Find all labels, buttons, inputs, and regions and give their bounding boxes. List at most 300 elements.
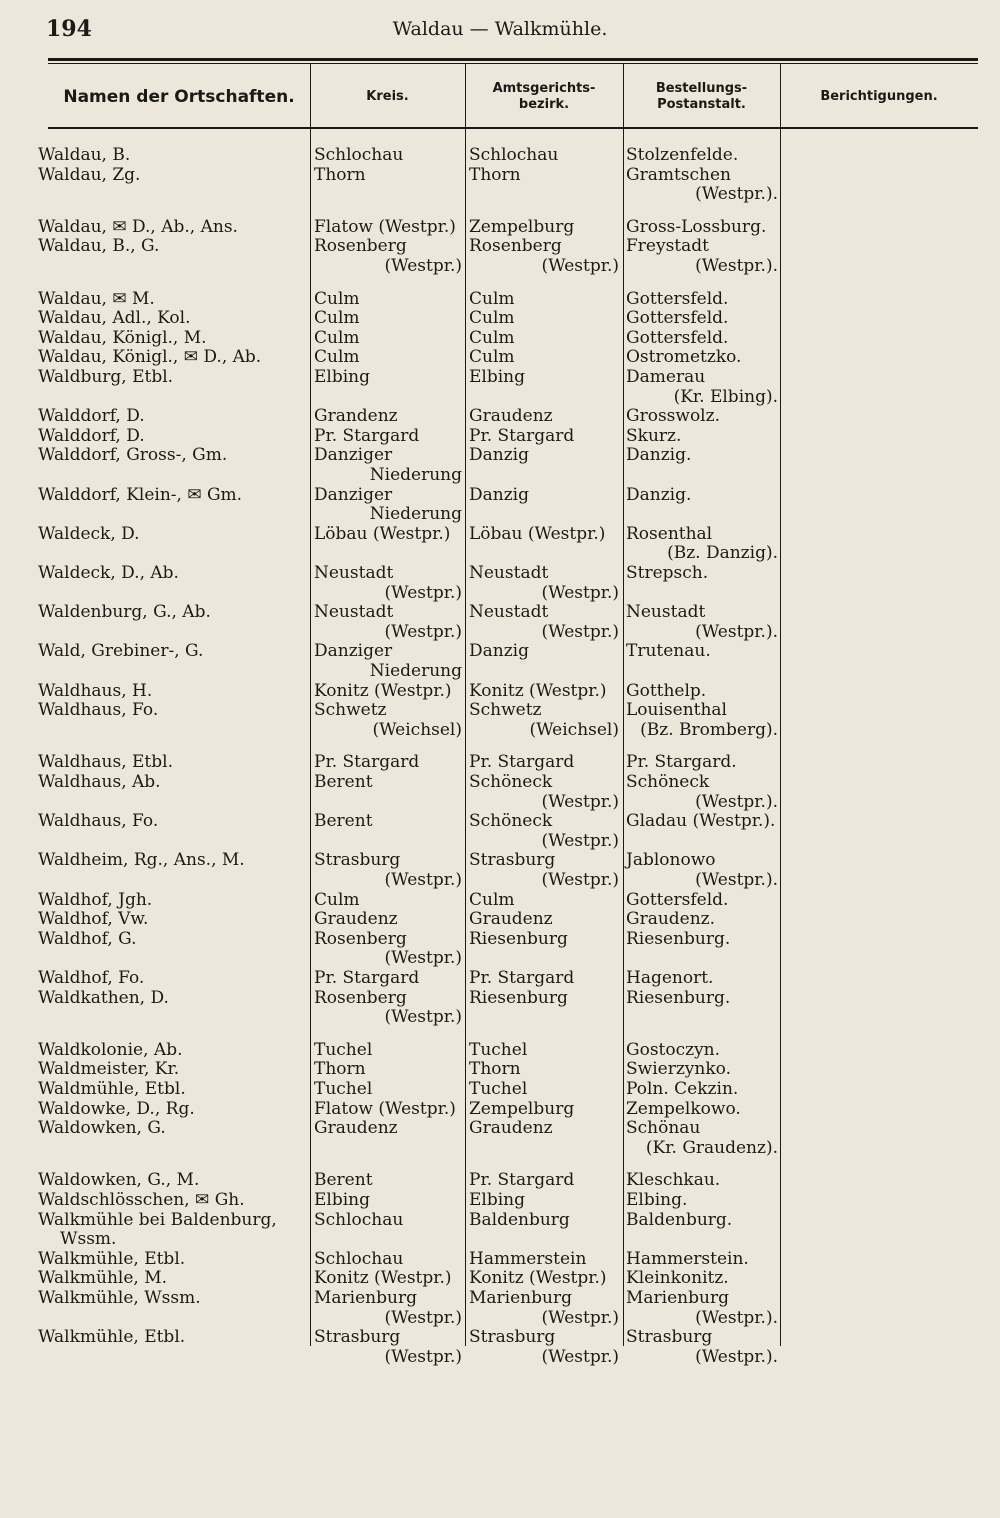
postanstalt-cell-line: Neustadt — [626, 602, 706, 623]
amtsgericht-cell — [469, 1289, 619, 1328]
postanstalt-cell — [626, 603, 778, 642]
postanstalt-cell — [626, 910, 778, 930]
postanstalt-cell — [626, 851, 778, 890]
amtsgericht-cell-line: Hammerstein — [469, 1248, 587, 1269]
amtsgericht-cell-line: Pr. Stargard — [469, 425, 575, 446]
amtsgericht-cell-line: Rosenberg — [469, 236, 562, 257]
place-name — [38, 146, 308, 166]
amtsgericht-cell-line: Zempelburg — [469, 216, 575, 237]
kreis-cell-line: Niederung — [369, 464, 462, 485]
place-name — [38, 603, 308, 623]
kreis-cell-line: Graudenz — [314, 909, 398, 930]
postanstalt-cell — [626, 701, 778, 740]
amtsgericht-cell — [469, 166, 619, 186]
amtsgericht-cell — [469, 1171, 619, 1191]
postanstalt-cell-line: Kleschkau. — [626, 1170, 721, 1191]
amtsgericht-cell-line: Schwetz — [469, 700, 542, 721]
kreis-cell-line: Danziger — [314, 445, 393, 466]
postanstalt-cell — [626, 1119, 778, 1158]
place-name-line: Waldau, ✉ D., Ab., Ans. — [38, 216, 238, 237]
postanstalt-cell — [626, 329, 778, 349]
amtsgericht-cell — [469, 642, 619, 662]
postanstalt-cell-line: Gostoczyn. — [626, 1039, 721, 1060]
postanstalt-cell-line: Trutenau. — [626, 641, 711, 662]
amtsgericht-cell-line: Culm — [469, 327, 515, 348]
kreis-cell-line: Neustadt — [314, 563, 394, 583]
postanstalt-cell-line: Strepsch. — [626, 563, 709, 583]
postanstalt-cell — [626, 309, 778, 329]
place-name — [38, 642, 308, 662]
postanstalt-cell — [626, 1191, 778, 1211]
amtsgericht-cell — [469, 1100, 619, 1120]
amtsgericht-cell — [469, 812, 619, 851]
amtsgericht-cell — [469, 427, 619, 447]
postanstalt-cell-line: Poln. Cekzin. — [626, 1079, 739, 1099]
place-name-line: Waldburg, Etbl. — [38, 367, 174, 387]
kreis-cell-line: Flatow (Westpr.) — [314, 216, 456, 237]
kreis-cell — [314, 564, 462, 603]
amtsgericht-cell-line: Schöneck — [469, 772, 553, 792]
place-name — [38, 446, 308, 466]
amtsgericht-cell-line: (Westpr.) — [541, 621, 619, 642]
postanstalt-cell-line: Hammerstein. — [626, 1248, 749, 1269]
kreis-cell-line: Elbing — [314, 1190, 370, 1210]
place-name-line: Waldau, ✉ M. — [38, 288, 155, 309]
place-name — [38, 1080, 308, 1100]
place-name-line: Waldau, Zg. — [38, 164, 141, 185]
place-name-line: Waldhof, G. — [38, 928, 137, 949]
postanstalt-cell — [626, 237, 778, 276]
postanstalt-cell — [626, 1080, 778, 1100]
kreis-cell-line: Berent — [314, 772, 373, 792]
postanstalt-cell-line: Gotthelp. — [626, 680, 707, 701]
amtsgericht-cell-line: Graudenz — [469, 406, 553, 427]
place-name — [38, 1060, 308, 1080]
postanstalt-cell-line: Skurz. — [626, 425, 682, 446]
amtsgericht-cell-line: (Westpr.) — [541, 255, 619, 276]
place-name-line: Walkmühle, Etbl. — [38, 1327, 186, 1348]
kreis-cell-line: Schlochau — [314, 145, 404, 165]
place-name — [38, 1250, 308, 1270]
place-name-line: Waldkolonie, Ab. — [38, 1039, 183, 1060]
kreis-cell-line: Konitz (Westpr.) — [314, 1268, 452, 1289]
postanstalt-cell-line: Gottersfeld. — [626, 308, 729, 329]
postanstalt-cell-line: Freystadt — [626, 236, 709, 257]
kreis-cell — [314, 930, 462, 969]
kreis-cell — [314, 309, 462, 329]
amtsgericht-cell — [469, 1060, 619, 1080]
amtsgericht-cell-line: Strasburg — [469, 1327, 556, 1348]
column-divider — [310, 64, 311, 1346]
postanstalt-cell-line: Rosenthal — [626, 523, 713, 544]
postanstalt-cell — [626, 348, 778, 368]
place-name — [38, 891, 308, 911]
kreis-cell-line: Schwetz — [314, 700, 387, 721]
kreis-cell-line: Pr. Stargard — [314, 968, 420, 988]
kreis-cell-line: Strasburg — [314, 1327, 401, 1348]
postanstalt-cell — [626, 146, 778, 166]
kreis-cell-line: Schlochau — [314, 1248, 404, 1269]
place-name — [38, 348, 308, 368]
kreis-cell — [314, 368, 462, 388]
place-name — [38, 290, 308, 310]
postanstalt-cell-line: Baldenburg. — [626, 1209, 733, 1230]
amtsgericht-cell-line: Culm — [469, 889, 515, 910]
postanstalt-cell — [626, 1289, 778, 1328]
place-name-line: Walkmühle bei Baldenburg, — [38, 1209, 277, 1230]
kreis-cell-line: Löbau (Westpr.) — [314, 523, 451, 544]
place-name — [38, 1191, 308, 1211]
kreis-cell-line: Rosenberg — [314, 928, 407, 949]
place-name-line: Wssm. — [60, 1229, 117, 1250]
postanstalt-cell-line: Riesenburg. — [626, 928, 731, 949]
postanstalt-cell-line: Pr. Stargard. — [626, 752, 737, 773]
postanstalt-cell-line: (Westpr.). — [695, 184, 778, 205]
kreis-cell-line: Schlochau — [314, 1209, 404, 1230]
kreis-cell — [314, 446, 462, 485]
postanstalt-cell-line: (Westpr.). — [695, 869, 778, 890]
amtsgericht-cell-line: (Westpr.) — [541, 1307, 619, 1328]
postanstalt-cell-line: Louisenthal — [626, 700, 727, 721]
kreis-cell-line: (Weichsel) — [372, 719, 462, 740]
place-name — [38, 910, 308, 930]
kreis-cell — [314, 486, 462, 525]
amtsgericht-cell-line: (Westpr.) — [541, 791, 619, 812]
header-postanstalt: Bestellungs- Postanstalt. — [655, 81, 748, 112]
amtsgericht-cell-line: Elbing — [469, 1190, 525, 1210]
place-name-line: Walkmühle, Etbl. — [38, 1248, 186, 1269]
place-name — [38, 564, 308, 584]
place-name-line: Waldau, Adl., Kol. — [38, 308, 191, 329]
kreis-cell — [314, 407, 462, 427]
postanstalt-cell — [626, 525, 778, 564]
kreis-cell-line: Pr. Stargard — [314, 425, 420, 446]
place-name-line: Waldhaus, Fo. — [38, 700, 159, 721]
place-name-line: Walddorf, D. — [38, 425, 145, 446]
postanstalt-cell-line: Marienburg — [626, 1288, 729, 1308]
postanstalt-cell — [626, 812, 778, 832]
kreis-cell-line: (Westpr.) — [384, 582, 462, 603]
postanstalt-cell-line: Gottersfeld. — [626, 327, 729, 348]
amtsgericht-cell-line: Danzig — [469, 641, 529, 662]
kreis-cell — [314, 682, 462, 702]
kreis-cell-line: Culm — [314, 327, 360, 348]
kreis-cell-line: Culm — [314, 889, 360, 910]
amtsgericht-cell-line: (Westpr.) — [541, 1346, 619, 1367]
amtsgericht-cell — [469, 989, 619, 1009]
page-number: 194 — [46, 16, 92, 42]
kreis-cell — [314, 1171, 462, 1191]
postanstalt-cell — [626, 427, 778, 447]
kreis-cell — [314, 166, 462, 186]
place-name — [38, 1328, 308, 1348]
kreis-cell-line: (Westpr.) — [384, 1307, 462, 1328]
header-name: Namen der Ortschaften. — [63, 86, 295, 107]
kreis-cell — [314, 1328, 462, 1367]
place-name — [38, 1100, 308, 1120]
kreis-cell — [314, 525, 462, 545]
place-name — [38, 407, 308, 427]
postanstalt-cell — [626, 682, 778, 702]
amtsgericht-cell-line: (Westpr.) — [541, 830, 619, 851]
amtsgericht-cell — [469, 1191, 619, 1211]
amtsgericht-cell-line: Thorn — [469, 1059, 521, 1080]
amtsgericht-cell-line: Graudenz — [469, 909, 553, 930]
kreis-cell-line: Thorn — [314, 164, 366, 185]
place-name — [38, 969, 308, 989]
header-berichtigungen: Berichtigungen. — [820, 89, 938, 105]
place-name-line: Waldau, Königl., M. — [38, 327, 207, 348]
postanstalt-cell-line: (Westpr.). — [695, 1346, 778, 1367]
kreis-cell-line: Rosenberg — [314, 236, 407, 257]
postanstalt-cell-line: (Bz. Bromberg). — [640, 719, 778, 740]
postanstalt-cell-line: Danzig. — [626, 445, 692, 466]
postanstalt-cell — [626, 969, 778, 989]
kreis-cell-line: Marienburg — [314, 1288, 417, 1308]
kreis-cell-line: Flatow (Westpr.) — [314, 1098, 456, 1119]
postanstalt-cell-line: Elbing. — [626, 1190, 688, 1210]
postanstalt-cell — [626, 989, 778, 1009]
place-name-line: Waldhof, Vw. — [38, 909, 149, 930]
amtsgericht-cell-line: Danzig — [469, 445, 529, 466]
place-name — [38, 166, 308, 186]
postanstalt-cell-line: Gross-Lossburg. — [626, 216, 767, 237]
amtsgericht-cell — [469, 146, 619, 166]
place-name — [38, 989, 308, 1009]
kreis-cell — [314, 1041, 462, 1061]
postanstalt-cell-line: Zempelkowo. — [626, 1098, 741, 1119]
postanstalt-cell-line: Grosswolz. — [626, 406, 720, 427]
postanstalt-cell-line: Damerau — [626, 367, 706, 387]
postanstalt-cell — [626, 218, 778, 238]
kreis-cell-line: Tuchel — [314, 1079, 373, 1099]
amtsgericht-cell — [469, 446, 619, 466]
kreis-cell-line: Thorn — [314, 1059, 366, 1080]
kreis-cell — [314, 1191, 462, 1211]
kreis-cell — [314, 1119, 462, 1139]
kreis-cell-line: (Westpr.) — [384, 1007, 462, 1028]
postanstalt-cell-line: Swierzynko. — [626, 1059, 731, 1080]
amtsgericht-cell — [469, 1328, 619, 1367]
kreis-cell — [314, 1211, 462, 1231]
amtsgericht-cell — [469, 218, 619, 238]
place-name-line: Waldhaus, Fo. — [38, 811, 159, 832]
place-name-line: Waldschlösschen, ✉ Gh. — [38, 1190, 245, 1210]
place-name-line: Waldmeister, Kr. — [38, 1059, 180, 1080]
kreis-cell-line: Danziger — [314, 484, 393, 505]
place-name — [38, 812, 308, 832]
place-name — [38, 309, 308, 329]
kreis-cell — [314, 427, 462, 447]
amtsgericht-cell — [469, 930, 619, 950]
kreis-cell-line: Niederung — [369, 660, 462, 681]
kreis-cell — [314, 348, 462, 368]
kreis-cell-line: (Westpr.) — [384, 621, 462, 642]
amtsgericht-cell — [469, 525, 619, 545]
kreis-cell-line: Graudenz — [314, 1118, 398, 1139]
postanstalt-cell-line: (Westpr.). — [695, 621, 778, 642]
amtsgericht-cell-line: (Westpr.) — [541, 869, 619, 890]
place-name-line: Waldhof, Jgh. — [38, 889, 153, 910]
kreis-cell — [314, 891, 462, 911]
postanstalt-cell-line: (Westpr.). — [695, 791, 778, 812]
postanstalt-cell — [626, 1171, 778, 1191]
amtsgericht-cell — [469, 753, 619, 773]
kreis-cell — [314, 603, 462, 642]
top-rule — [48, 58, 978, 61]
place-name — [38, 1171, 308, 1191]
kreis-cell-line: Berent — [314, 1170, 373, 1191]
postanstalt-cell-line: Stolzenfelde. — [626, 145, 739, 165]
amtsgericht-cell-line: Danzig — [469, 484, 529, 505]
postanstalt-cell-line: Schönau — [626, 1118, 701, 1139]
postanstalt-cell-line: Gottersfeld. — [626, 889, 729, 910]
amtsgericht-cell — [469, 407, 619, 427]
amtsgericht-cell — [469, 329, 619, 349]
kreis-cell — [314, 1250, 462, 1270]
amtsgericht-cell-line: Zempelburg — [469, 1098, 575, 1119]
amtsgericht-cell-line: Riesenburg — [469, 928, 568, 949]
kreis-cell-line: Danziger — [314, 641, 393, 662]
place-name-line: Walddorf, Klein-, ✉ Gm. — [38, 484, 243, 505]
amtsgericht-cell-line: Pr. Stargard — [469, 1170, 575, 1191]
postanstalt-cell-line: Gottersfeld. — [626, 288, 729, 309]
place-name-line: Waldhaus, Etbl. — [38, 752, 173, 773]
place-name — [38, 237, 308, 257]
kreis-cell-line: Neustadt — [314, 602, 394, 623]
postanstalt-cell — [626, 1250, 778, 1270]
kreis-cell-line: Elbing — [314, 367, 370, 387]
kreis-cell — [314, 329, 462, 349]
kreis-cell — [314, 851, 462, 890]
kreis-cell — [314, 218, 462, 238]
postanstalt-cell — [626, 1041, 778, 1061]
amtsgericht-cell — [469, 969, 619, 989]
place-name-line: Waldowken, G., M. — [38, 1170, 200, 1191]
page-title: Waldau — Walkmühle. — [392, 18, 608, 40]
amtsgericht-cell — [469, 348, 619, 368]
place-name — [38, 773, 308, 793]
amtsgericht-cell-line: Tuchel — [469, 1039, 528, 1060]
amtsgericht-cell — [469, 603, 619, 642]
postanstalt-cell — [626, 290, 778, 310]
amtsgericht-cell-line: Culm — [469, 288, 515, 309]
place-name — [38, 486, 308, 506]
kreis-cell-line: Niederung — [369, 504, 462, 525]
amtsgericht-cell — [469, 368, 619, 388]
place-name-line: Waldowke, D., Rg. — [38, 1098, 195, 1119]
kreis-cell-line: Tuchel — [314, 1039, 373, 1060]
place-name — [38, 701, 308, 721]
kreis-cell — [314, 1060, 462, 1080]
postanstalt-cell — [626, 564, 778, 584]
place-name-line: Walkmühle, Wssm. — [38, 1288, 201, 1308]
kreis-cell-line: (Westpr.) — [384, 948, 462, 969]
amtsgericht-cell-line: Riesenburg — [469, 987, 568, 1008]
amtsgericht-cell-line: Konitz (Westpr.) — [469, 1268, 607, 1289]
place-name — [38, 1041, 308, 1061]
amtsgericht-cell — [469, 891, 619, 911]
postanstalt-cell — [626, 1269, 778, 1289]
kreis-cell — [314, 146, 462, 166]
amtsgericht-cell — [469, 1211, 619, 1231]
amtsgericht-cell — [469, 1269, 619, 1289]
postanstalt-cell — [626, 407, 778, 427]
postanstalt-cell-line: (Bz. Danzig). — [667, 543, 778, 564]
kreis-cell-line: Culm — [314, 288, 360, 309]
place-name-line: Waldhaus, Ab. — [38, 772, 161, 792]
postanstalt-cell — [626, 891, 778, 911]
postanstalt-cell-line: Riesenburg. — [626, 987, 731, 1008]
place-name-line: Waldeck, D., Ab. — [38, 563, 179, 583]
postanstalt-cell-line: (Kr. Graudenz). — [645, 1137, 778, 1158]
postanstalt-cell — [626, 1328, 778, 1367]
postanstalt-cell-line: Gramtschen — [626, 164, 731, 185]
place-name-line: Walddorf, Gross-, Gm. — [38, 445, 228, 466]
amtsgericht-cell-line: Neustadt — [469, 563, 549, 583]
place-name — [38, 930, 308, 950]
place-name-line: Waldau, B. — [38, 145, 131, 165]
header-rule — [48, 127, 978, 129]
kreis-cell — [314, 910, 462, 930]
amtsgericht-cell — [469, 309, 619, 329]
postanstalt-cell — [626, 486, 778, 506]
postanstalt-cell-line: Danzig. — [626, 484, 692, 505]
place-name-line: Waldheim, Rg., Ans., M. — [38, 850, 245, 871]
place-name — [38, 368, 308, 388]
amtsgericht-cell — [469, 486, 619, 506]
amtsgericht-cell — [469, 851, 619, 890]
column-divider — [623, 64, 624, 1346]
postanstalt-cell-line: (Kr. Elbing). — [673, 386, 778, 407]
amtsgericht-cell — [469, 564, 619, 603]
amtsgericht-cell-line: Thorn — [469, 164, 521, 185]
place-name — [38, 682, 308, 702]
postanstalt-cell — [626, 1100, 778, 1120]
kreis-cell-line: (Westpr.) — [384, 255, 462, 276]
kreis-cell-line: (Westpr.) — [384, 1346, 462, 1367]
place-name-line: Waldowken, G. — [38, 1118, 166, 1139]
amtsgericht-cell-line: (Weichsel) — [529, 719, 619, 740]
place-name — [38, 329, 308, 349]
postanstalt-cell-line: Graudenz. — [626, 909, 716, 930]
place-name — [38, 1269, 308, 1289]
amtsgericht-cell — [469, 1119, 619, 1139]
place-name — [38, 851, 308, 871]
amtsgericht-cell-line: Strasburg — [469, 850, 556, 871]
amtsgericht-cell-line: Neustadt — [469, 602, 549, 623]
place-name — [38, 1119, 308, 1139]
amtsgericht-cell-line: Konitz (Westpr.) — [469, 680, 607, 701]
place-name-line: Waldhaus, H. — [38, 680, 153, 701]
amtsgericht-cell-line: Graudenz — [469, 1118, 553, 1139]
header-kreis: Kreis. — [366, 89, 409, 105]
amtsgericht-cell — [469, 701, 619, 740]
amtsgericht-cell — [469, 773, 619, 812]
amtsgericht-cell — [469, 237, 619, 276]
postanstalt-cell — [626, 1060, 778, 1080]
amtsgericht-cell-line: Löbau (Westpr.) — [469, 523, 606, 544]
postanstalt-cell — [626, 930, 778, 950]
kreis-cell-line: Konitz (Westpr.) — [314, 680, 452, 701]
amtsgericht-cell — [469, 290, 619, 310]
postanstalt-cell-line: (Westpr.). — [695, 1307, 778, 1328]
kreis-cell-line: Strasburg — [314, 850, 401, 871]
postanstalt-cell-line: Schöneck — [626, 772, 710, 792]
postanstalt-cell — [626, 753, 778, 773]
place-name-line: Waldau, B., G. — [38, 236, 160, 257]
postanstalt-cell — [626, 1211, 778, 1231]
